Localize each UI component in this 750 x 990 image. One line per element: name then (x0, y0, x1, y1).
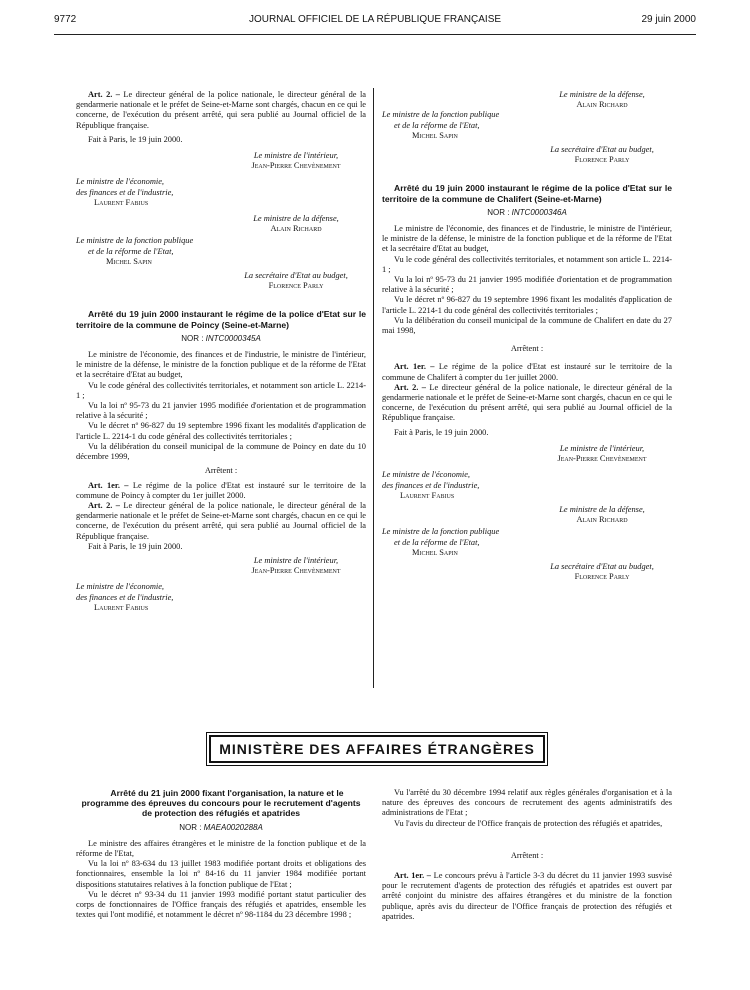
fait-line: Fait à Paris, le 19 juin 2000. (88, 134, 183, 144)
article-label: Art. 2. – (88, 500, 120, 510)
journal-title: JOURNAL OFFICIEL DE LA RÉPUBLIQUE FRANÇAISE (248, 14, 502, 25)
signatory-name: Michel Sapin (412, 547, 458, 557)
paragraph: Vu la délibération du conseil municipal de la commune de Poincy en date du 10 décembre 1999, (76, 441, 366, 462)
article-text: Le régime de la police d'Etat est instauré sur le territoire de la commune de Chalifert à compter du 1er juillet 2000. (382, 362, 673, 382)
nor-reference (382, 208, 672, 218)
nor-label: NOR : (487, 207, 510, 217)
signatory-function: et de la réforme de l'Etat, (394, 120, 480, 130)
decree-title: Arrêté du 19 juin 2000 instaurant le régime de la police d'Etat sur le territoire de la commune de Chalifert (Seine-et-Marne) (382, 183, 672, 204)
paragraph (76, 501, 366, 542)
nor-reference (76, 823, 366, 833)
paragraph: Vu la loi nº 95-73 du 21 janvier 1995 modifiée d'orientation et de programmation relative à la sécurité ; (76, 401, 366, 421)
signatory-name: Alain Richard (270, 224, 322, 234)
signatory-function: Le ministre de l'intérieur, (559, 443, 645, 453)
signatory-function: des finances et de l'industrie, (76, 187, 174, 197)
signature (76, 177, 366, 208)
signatory-function: et de la réforme de l'Etat, (394, 537, 480, 547)
article-label: Art. 1er. – (394, 871, 431, 881)
signatory-function: des finances et de l'industrie, (76, 592, 174, 602)
decree-title: Arrêté du 21 juin 2000 fixant l'organisation, la nature et le programme des épreuves du concours pour le recrutement d'agents de protection des réfugiés et apatrides (81, 788, 361, 819)
paragraph (76, 90, 366, 131)
paragraph: Vu la délibération du conseil municipal de la commune de Chalifert en date du 27 mai 1998, (382, 315, 672, 336)
paragraph (382, 362, 672, 382)
signatory-function: Le ministre de la défense, (253, 214, 339, 224)
paragraph: Vu le code général des collectivités territoriales, et notamment son article L. 2214-1 ; (382, 254, 672, 274)
signature (226, 556, 366, 576)
article-label: Art. 1er. – (394, 362, 435, 372)
header-rule (54, 34, 696, 35)
nor-code: INTC0000345A (205, 333, 261, 343)
article-label: Art. 2. – (394, 382, 426, 392)
signature (532, 145, 672, 165)
signature (226, 271, 366, 291)
signature (382, 527, 672, 558)
signatory-name: Jean-Pierre Chevènement (557, 454, 647, 464)
signatory-function: La secrétaire d'Etat au budget, (244, 271, 348, 281)
paragraph (382, 383, 672, 424)
signatory-function: et de la réforme de l'Etat, (88, 246, 174, 256)
signatory-function: Le ministre de la défense, (559, 90, 645, 99)
signature (76, 236, 366, 267)
signature (76, 582, 366, 613)
signatory-function: Le ministre de l'économie, (76, 582, 165, 592)
column-divider (373, 88, 374, 688)
article-text: Le directeur général de la police nationale, le directeur général de la gendarmerie nationale et le préfet de Seine-et-Marne sont chargés, chacun en ce qui le concerne, de l'exécution du présent arrêté, qui sera publié au Journal officiel de la République française. (76, 500, 367, 541)
signatory-function: Le ministre de la défense, (559, 504, 645, 514)
nor-code: INTC0000346A (511, 207, 567, 217)
article-label: Art. 1er. – (88, 480, 129, 490)
signatory-name: Jean-Pierre Chevènement (251, 566, 341, 576)
paragraph: Le ministre de l'économie, des finances et de l'industrie, le ministre de l'intérieur, le ministre de la défense, le ministre de la fonction publique et de la réforme de l'Etat et la secrétaire d'Etat au budget, (382, 224, 672, 254)
signatory-function: Le ministre de l'économie, (382, 470, 471, 480)
signatory-function: Le ministre de l'économie, (76, 177, 165, 187)
signatory-function: La secrétaire d'Etat au budget, (550, 145, 654, 155)
paragraph: Vu le décret nº 96-827 du 19 septembre 1996 fixant les modalités d'application de l'article L. 2214-1 du code général des collectivités territoriales ; (76, 421, 366, 441)
paragraph: Le ministre des affaires étrangères et le ministre de la fonction publique et de la réforme de l'Etat, (76, 838, 366, 859)
article-text: Le concours prévu à l'article 3-3 du décret du 11 janvier 1993 susvisé pour le recrutement d'agents de protection des réfugiés et apatrides est ouvert par arrêté conjoint du ministre des affaires étrangères et du ministre de la fonction publique, après avis du directeur de l'Office français de protection des réfugiés et apatrides. (382, 871, 673, 921)
fait-line: Fait à Paris, le 19 juin 2000. (88, 541, 183, 551)
signature (382, 110, 672, 141)
paragraph: Vu l'arrêté du 30 décembre 1994 relatif aux règles générales d'organisation et à la nature des épreuves des concours de recrutement des agents administratifs des administrations de l'Etat ; (382, 788, 672, 818)
nor-reference (76, 334, 366, 344)
paragraph (382, 871, 672, 922)
signatory-name: Alain Richard (576, 100, 628, 110)
paragraph (76, 481, 366, 501)
signatory-function: Le ministre de la fonction publique (382, 110, 500, 120)
ministry-heading: MINISTÈRE DES AFFAIRES ÉTRANGÈRES (209, 735, 545, 763)
paragraph: Vu la loi nº 95-73 du 21 janvier 1995 modifiée d'orientation et de programmation relative à la sécurité ; (382, 275, 672, 295)
page-number: 9772 (54, 14, 77, 25)
arretent: Arrêtent : (510, 344, 544, 354)
article-label: Art. 2. – (88, 90, 120, 99)
article-text: Le régime de la police d'Etat est instauré sur le territoire de la commune de Poincy à compter du 1er juillet 2000. (76, 480, 367, 500)
right-column (382, 90, 672, 582)
signature (532, 562, 672, 582)
signatory-name: Florence Parly (574, 155, 630, 165)
arretent: Arrêtent : (204, 466, 238, 476)
signature (532, 505, 672, 525)
signatory-name: Michel Sapin (412, 130, 458, 140)
signature (226, 151, 366, 171)
decree-title: Arrêté du 19 juin 2000 instaurant le régime de la police d'Etat sur le territoire de la commune de Poincy (Seine-et-Marne) (76, 309, 366, 330)
paragraph: Vu la loi nº 83-634 du 13 juillet 1983 modifiée portant droits et obligations des fonctionnaires, ensemble la loi nº 84-16 du 11 janvier 1984 modifiée portant dispositions statutaires relatives à la fonction publique de l'Etat ; (76, 859, 366, 889)
signatory-function: Le ministre de la fonction publique (76, 236, 194, 246)
signatory-function: des finances et de l'industrie, (382, 480, 480, 490)
page-header (54, 14, 696, 30)
signature (382, 470, 672, 501)
bottom-right-column (382, 788, 672, 922)
signatory-function: Le ministre de l'intérieur, (253, 555, 339, 565)
left-column (76, 90, 366, 613)
signatory-name: Laurent Fabius (400, 490, 455, 500)
signatory-function: Le ministre de la fonction publique (382, 527, 500, 537)
paragraph: Vu le décret nº 96-827 du 19 septembre 1996 fixant les modalités d'application de l'article L. 2214-1 du code général des collectivités territoriales ; (382, 295, 672, 315)
bottom-left-column (76, 788, 366, 920)
paragraph: Le ministre de l'économie, des finances et de l'industrie, le ministre de l'intérieur, le ministre de la défense, le ministre de la fonction publique et de la réforme de l'Etat et la secrétaire d'Etat au budget, (76, 350, 366, 380)
nor-label: NOR : (181, 333, 204, 343)
signatory-function: La secrétaire d'Etat au budget, (550, 561, 654, 571)
signature (226, 214, 366, 234)
signatory-name: Michel Sapin (106, 256, 152, 266)
nor-label: NOR : (179, 822, 202, 832)
arretent: Arrêtent : (510, 850, 544, 860)
article-text: Le directeur général de la police nationale, le directeur général de la gendarmerie nationale et le préfet de Seine-et-Marne sont chargés, chacun en ce qui le concerne, de l'exécution du présent arrêté, qui sera publié au Journal officiel de la République française. (382, 382, 673, 423)
paragraph: Vu le code général des collectivités territoriales, et notamment son article L. 2214-1 ; (76, 380, 366, 400)
signatory-name: Jean-Pierre Chevènement (251, 161, 341, 171)
nor-code: MAEA0020288A (203, 822, 263, 832)
signatory-name: Florence Parly (574, 572, 630, 582)
article-text: Le directeur général de la police nationale, le directeur général de la gendarmerie nationale et le préfet de Seine-et-Marne sont chargés, chacun en ce qui le concerne, de l'exécution du présent arrêté, qui sera publié au Journal officiel de la République française. (76, 90, 367, 130)
signatory-name: Laurent Fabius (94, 602, 149, 612)
paragraph: Vu le décret nº 93-34 du 11 janvier 1993 modifié portant statut particulier des corps de fonctionnaires de l'Office français des réfugiés et apatrides, ensemble les textes qui l'ont modifié, et notamment le décret nº 98-1184 du 23 décembre 1998 ; (76, 889, 366, 920)
signatory-name: Florence Parly (268, 281, 324, 291)
paragraph: Vu l'avis du directeur de l'Office français de protection des réfugiés et apatrides, (394, 818, 663, 828)
signature (532, 444, 672, 464)
signatory-name: Alain Richard (576, 515, 628, 525)
signatory-function: Le ministre de l'intérieur, (253, 151, 339, 161)
issue-date: 29 juin 2000 (641, 14, 696, 25)
signatory-name: Laurent Fabius (94, 197, 149, 207)
fait-line: Fait à Paris, le 19 juin 2000. (394, 427, 489, 437)
signature (532, 90, 672, 110)
